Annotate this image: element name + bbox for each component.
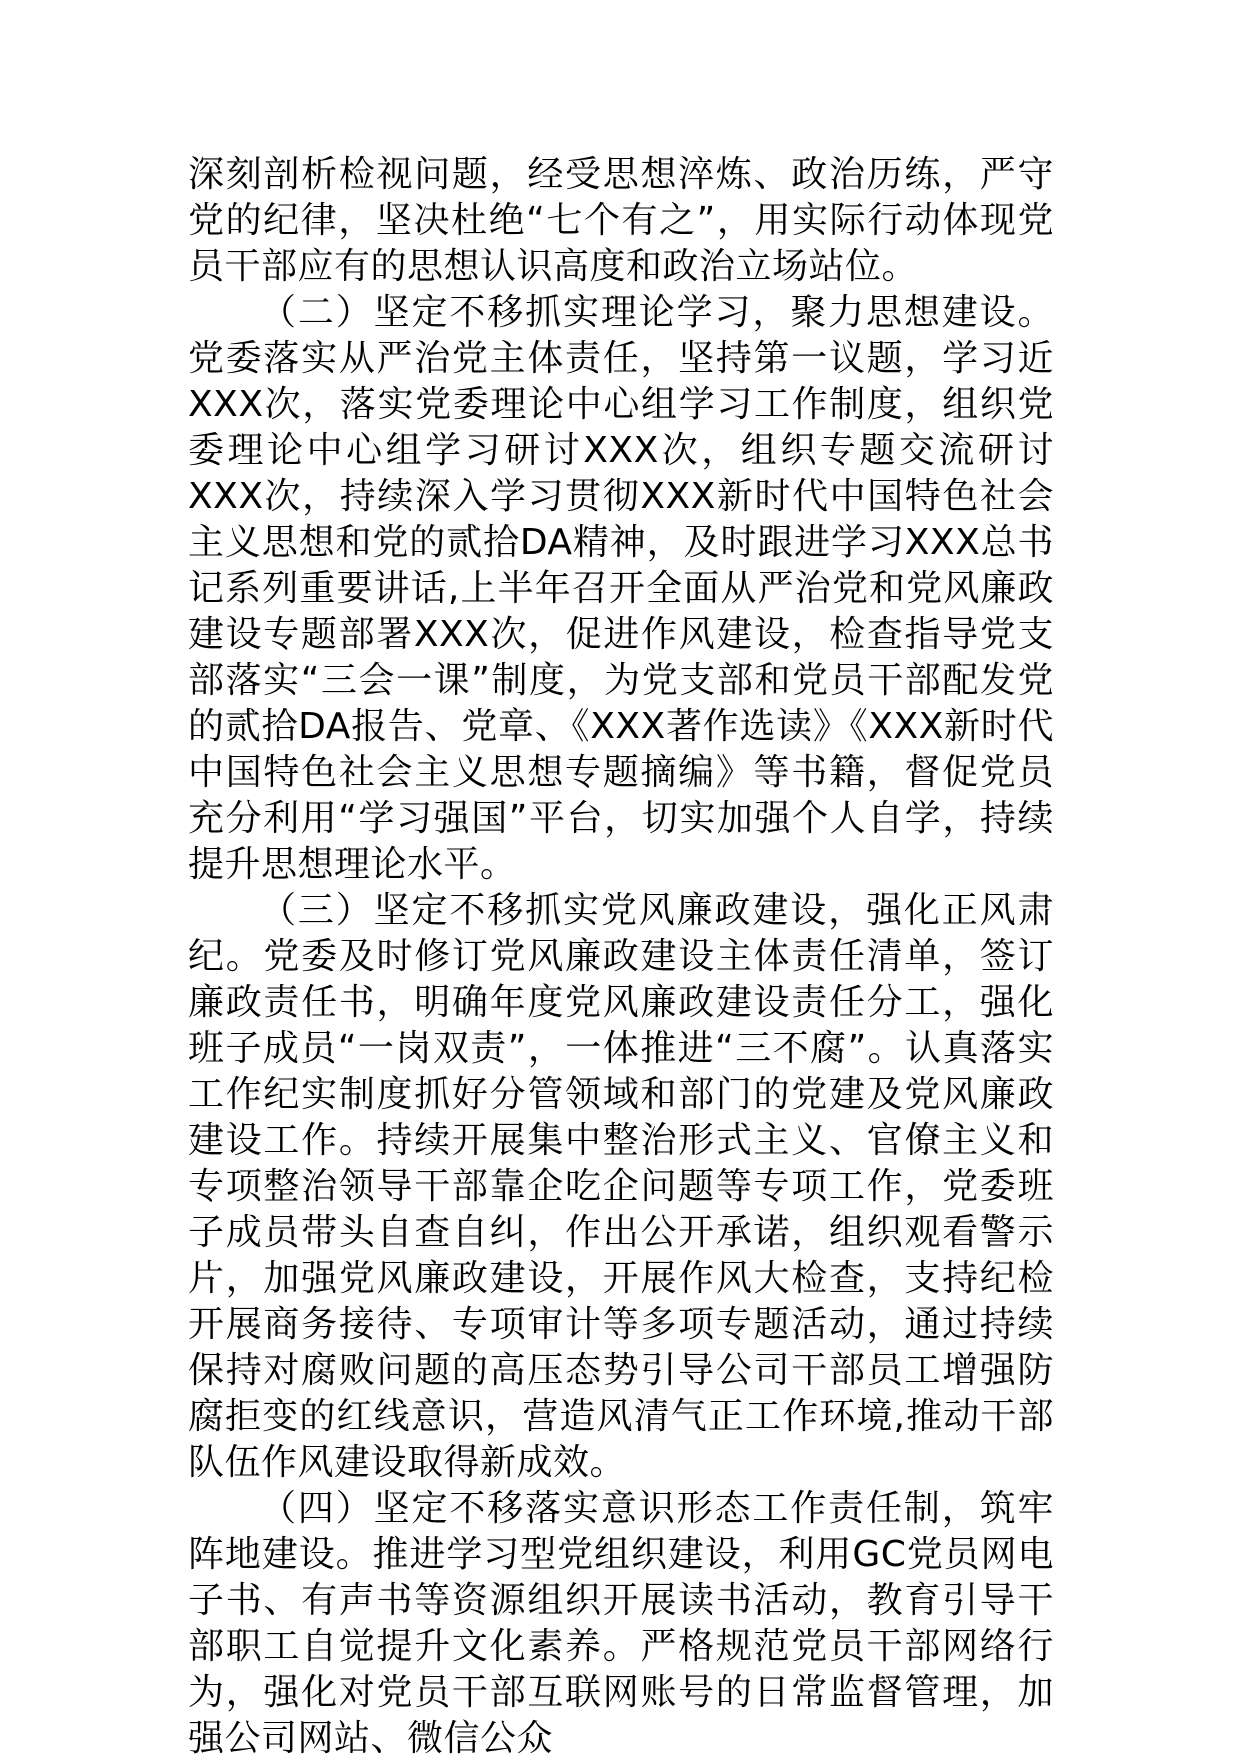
paragraph-integrity-building: （三）坚定不移抓实党风廉政建设，强化正风肃纪。党委及时修订党风廉政建设主体责任清单，签订廉政责任书，明确年度党风廉政建设责任分工，强化班子成员“一岗双责”，一体推进“三不腐”。认真落实工作纪实制度抓好分管领域和部门的党建及党风廉政建设工作。持续开展集中整治形式主义、官僚主义和专项整治领导干部靠企吃企问题等专项工作，党委班子成员带头自查自纠，作出公开承诺，组织观看警示片，加强党风廉政建设，开展作风大检查，支持纪检开展商务接待、专项审计等多项专题活动，通过持续保持对腐败问题的高压态势引导公司干部员工增强防腐拒变的红线意识，营造风清气正工作环境,推动干部队伍作风建设取得新成效。 — [188, 890, 1054, 1483]
paragraph-continuation: 深刻剖析检视问题，经受思想淬炼、政治历练，严守党的纪律，坚决杜绝“七个有之”，用实际行动体现党员干部应有的思想认识高度和政治立场站位。 — [188, 154, 1054, 287]
paragraph-theory-study: （二）坚定不移抓实理论学习，聚力思想建设。党委落实从严治党主体责任，坚持第一议题，学习近XXX次，落实党委理论中心组学习工作制度，组织党委理论中心组学习研讨XXX次，组织专题交流研讨XXX次，持续深入学习贯彻XXX新时代中国特色社会主义思想和党的贰拾DA精神，及时跟进学习XXX总书记系列重要讲话,上半年召开全面从严治党和党风廉政建设专题部署XXX次，促进作风建设，检查指导党支部落实“三会一课”制度，为党支部和党员干部配发党的贰拾DA报告、党章、《XXX著作选读》《XXX新时代中国特色社会主义思想专题摘编》等书籍，督促党员充分利用“学习强国”平台，切实加强个人自学，持续提升思想理论水平。 — [188, 292, 1054, 885]
document-page — [188, 152, 1054, 1762]
paragraph-ideology-work: （四）坚定不移落实意识形态工作责任制，筑牢阵地建设。推进学习型党组织建设，利用GC党员网电子书、有声书等资源组织开展读书活动，教育引导干部职工自觉提升文化素养。严格规范党员干部网络行为，强化对党员干部互联网账号的日常监督管理，加强公司网站、微信公众 — [188, 1488, 1054, 1759]
